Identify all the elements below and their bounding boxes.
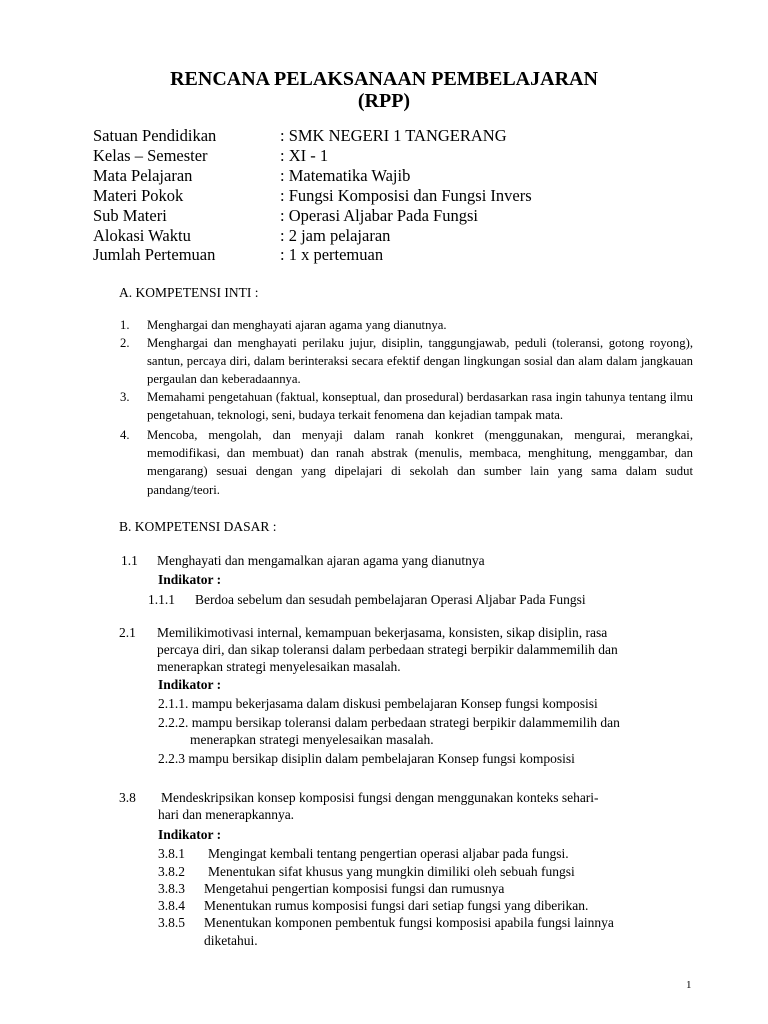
indicator-continuation: diketahui. [204,933,258,948]
indicator-line: 2.1.1. mampu bekerjasama dalam diskusi pembelajaran Konsep fungsi komposisi [158,696,598,711]
kd-text-line: menerapkan strategi menyelesaikan masalah. [157,659,401,674]
indicator-number: 3.8.3 [158,881,185,896]
indicator-line: 2.2.3 mampu bersikap disiplin dalam pembelajaran Konsep fungsi komposisi [158,751,575,766]
indicator-number: 3.8.2 [158,864,185,879]
indicator-number: 3.8.5 [158,915,185,930]
kd-number: 2.1 [119,625,136,640]
meta-label: Jumlah Pertemuan [93,245,216,264]
list-item-number: 2. [120,336,130,350]
document-title: RENCANA PELAKSANAAN PEMBELAJARAN [170,68,598,90]
list-item-number: 4. [120,428,130,442]
kd-text-line: percaya diri, dan sikap toleransi dalam perbedaan strategi berpikir dalammemilih dan [157,642,618,657]
document-subtitle: (RPP) [357,90,411,112]
meta-value: : 1 x pertemuan [280,245,384,264]
kd-text: Menghayati dan mengamalkan ajaran agama yang dianutnya [157,553,485,568]
indicator-number: 3.8.1 [158,846,185,861]
kd-text-line: Mendeskripsikan konsep komposisi fungsi dengan menggunakan konteks sehari- [161,790,599,805]
section-heading-kompetensi-dasar: B. KOMPETENSI DASAR : [119,519,277,534]
meta-value: : SMK NEGERI 1 TANGERANG [280,126,507,145]
indicator-text: Mengingat kembali tentang pengertian operasi aljabar pada fungsi. [208,846,569,861]
meta-value: : Matematika Wajib [280,166,411,185]
indicator-number: 1.1.1 [148,592,175,607]
indikator-label: Indikator : [158,572,222,587]
meta-label: Mata Pelajaran [93,166,193,185]
list-item-text: Menghargai dan menghayati ajaran agama yang dianutnya. [147,318,447,332]
indikator-label: Indikator : [158,827,222,842]
kd-text-line: Memilikimotivasi internal, kemampuan bekerjasama, konsisten, sikap disiplin, rasa [157,625,608,640]
indicator-text: Menentukan sifat khusus yang mungkin dimiliki oleh sebuah fungsi [208,864,575,879]
section-heading-kompetensi-inti: A. KOMPETENSI INTI : [119,285,259,300]
list-item [120,316,693,334]
meta-label: Sub Materi [93,206,167,225]
list-item-number: 1. [120,318,130,332]
meta-label: Materi Pokok [93,186,184,205]
indicator-line: menerapkan strategi menyelesaikan masalah. [190,732,434,747]
kd-number: 3.8 [119,790,136,805]
kd-number: 1.1 [121,553,138,568]
meta-label: Kelas – Semester [93,146,208,165]
list-item-text: Mencoba, mengolah, dan menyaji dalam ranah konkret (menggunakan, mengurai, merangkai, memodifikasi, dan membuat) dan ranah abstrak (menulis, membaca, menghitung, menggambar, dan mengarang) sesuai dengan yang dipelajari di sekolah dan sumber lain yang sama dalam sudut pandang/teori. [147,428,693,497]
meta-value: : XI - 1 [280,146,329,165]
meta-value: : Fungsi Komposisi dan Fungsi Invers [280,186,532,205]
list-item-number: 3. [120,390,130,404]
indicator-text: Berdoa sebelum dan sesudah pembelajaran Operasi Aljabar Pada Fungsi [195,592,586,607]
indicator-line: 2.2.2. mampu bersikap toleransi dalam perbedaan strategi berpikir dalammemilih dan [158,715,620,730]
page-number: 1 [686,979,692,991]
list-item [120,426,693,499]
list-item [120,334,693,389]
indicator-number: 3.8.4 [158,898,185,913]
meta-label: Alokasi Waktu [93,226,191,245]
meta-value: : Operasi Aljabar Pada Fungsi [280,206,478,225]
kd-text-line: hari dan menerapkannya. [158,807,295,822]
indicator-text: Menentukan rumus komposisi fungsi dari setiap fungsi yang diberikan. [204,898,589,913]
indicator-text: Menentukan komponen pembentuk fungsi komposisi apabila fungsi lainnya [204,915,614,930]
list-item-text: Memahami pengetahuan (faktual, konseptual, dan prosedural) berdasarkan rasa ingin tahunya tentang ilmu pengetahuan, teknologi, seni, budaya terkait fenomena dan kejadian tampak mata. [147,390,693,423]
list-item-text: Menghargai dan menghayati perilaku jujur, disiplin, tanggungjawab, peduli (toleransi, gotong royong), santun, percaya diri, dalam berinteraksi secara efektif dengan lingkungan sosial dan alam dalam jangkauan pergaulan dan keberadaannya. [147,336,693,387]
indikator-label: Indikator : [158,677,222,692]
indicator-text: Mengetahui pengertian komposisi fungsi dan rumusnya [204,881,505,896]
list-item [120,388,693,424]
meta-value: : 2 jam pelajaran [280,226,391,245]
meta-label: Satuan Pendidikan [93,126,217,145]
